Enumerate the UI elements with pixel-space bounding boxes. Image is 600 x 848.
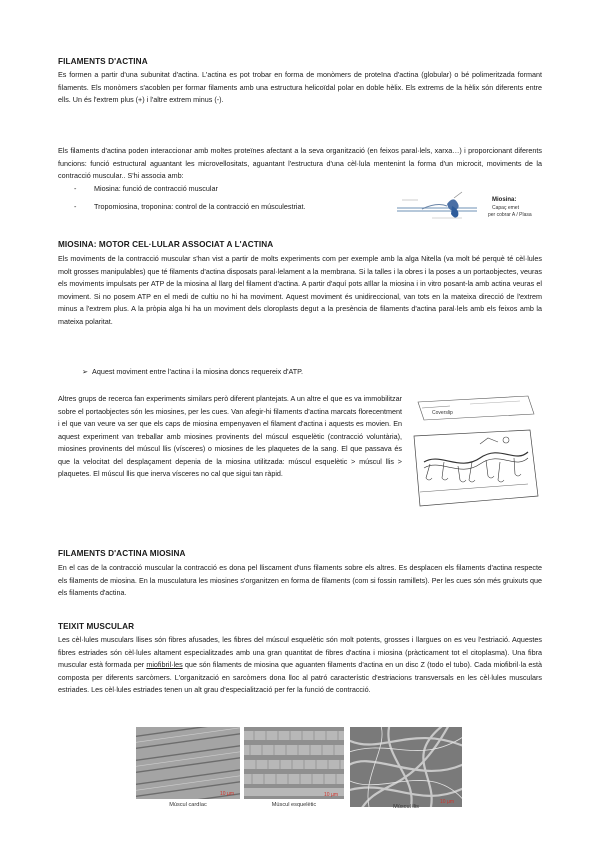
caption-skeletal: Múscul esquelètic bbox=[271, 802, 317, 808]
list-item-text: Tropomiosina, troponina: control de la contracció en músculestriat. bbox=[94, 202, 306, 211]
paragraph-miosina-velocitat: Altres grups de recerca fan experiments similars però diferent plantejats. A un altre el que es va immobilitzar sobre el portaobjectes són les miosines, per les cues. Van afegir-hi filaments d'actina marcats florecentment i el que van veure va ser que els caps de miosina empenyaven el filament d'actina i aquests es movien. En aquest experiment van treballar amb miosines provinents del múscul esquelètic (contracció voluntària), miosines provinents del múscul llis (vísceres) o miosines de les plaquetes de la sang. El que passava és que la velocitat del desplaçament depenia de la miosina utilitzada: múscul esquelètic > múscul llis > plaquetes. El múscul llis que inerva vísceres no cal que sigui tan ràpid. bbox=[58, 394, 402, 478]
micrograph-skeletal bbox=[244, 727, 344, 799]
caption-smooth: Múscul llis bbox=[393, 804, 419, 810]
list-item-text: Miosina: funció de contracció muscular bbox=[94, 184, 218, 193]
coverslip-experiment-figure bbox=[410, 392, 542, 520]
caption-cardiac: Múscul cardíac bbox=[169, 802, 207, 808]
miofibrilles-term: miofibril·les bbox=[146, 660, 183, 669]
micrograph-cardiac bbox=[136, 727, 240, 799]
arrow-point-text: Aquest moviment entre l'actina i la miosina doncs requereix d'ATP. bbox=[92, 367, 304, 376]
bullet-dash: - bbox=[74, 184, 77, 193]
scale-bar-label: 10 µm bbox=[324, 792, 338, 798]
list-item bbox=[74, 183, 218, 195]
diagram-label-line2: per cobrar A / Plasa bbox=[488, 212, 532, 218]
scale-bar-label: 10 µm bbox=[440, 799, 454, 805]
arrow-point bbox=[82, 366, 303, 378]
coverslip-label: Coverslip bbox=[432, 410, 453, 416]
list-item bbox=[74, 201, 305, 213]
section-title-actina-miosina: FILAMENTS D'ACTINA MIOSINA bbox=[58, 549, 186, 558]
scale-bar-label: 10 µm bbox=[220, 791, 234, 797]
section-title-miosina: MIOSINA: MOTOR CEL·LULAR ASSOCIAT A L'ACTINA bbox=[58, 240, 274, 249]
arrow-bullet-icon: ➢ bbox=[82, 367, 93, 376]
paragraph-actina-intro: Es formen a partir d'una subunitat d'actina. L'actina es pot trobar en forma de monòmers de proteïna d'actina (globular) o bé polimeritzada formant filaments. Els monòmers s'acoblen per formar filaments amb una estructura helicoïdal polar en doble hèlix. Els extrems de la hèlix són diferents entre ells. Un és l'extrem plus (+) i l'altre extrem minus (-). bbox=[58, 70, 542, 104]
diagram-label-line1: Capaç emet bbox=[492, 205, 519, 211]
diagram-label-title: Miosina: bbox=[492, 197, 517, 203]
micrograph-smooth bbox=[350, 727, 462, 807]
paragraph-miosina-experiments: Els moviments de la contracció muscular s'han vist a partir de molts experiments com per exemple amb la alga Nitella (va molt bé perquè té cèl·lules molt grosses manipulables) que té filaments d'actina disposats paral·lelament a la membrana. Si la talles i la obres i la poses a un portaobjectes, veuras els moviments impulsats per ATP de la miosina al llarg del filament d'actina. A partir d'aquí pots aïllar la miosina i in vitro posant-la amb actina veuras el moviment. Si no posem ATP en el medi de cultiu no hi ha moviment. Aquest moviment és unidireccional, van tots en la mateixa direcció de l'extrem minus a l'extrem plus. A la pròpia alga hi ha un moviment dels cloroplasts degut a la presència de filaments d'actina paral·lels amb els feixos amb la mateixa polaritat. bbox=[58, 254, 542, 326]
bullet-dash: - bbox=[74, 202, 77, 211]
paragraph-teixit-muscular: Les cèl·lules musculars llises són fibres afusades, les fibres del múscul esquelètic són molt potents, grosses i llargues on es veu l'estriació. Aquestes fibres estriades són cèl·lules altament especialitzades amb una gran quantitat de fibres d'actina i miosina (pràcticament tot el citoplasma). Una fibra muscular està formada per miofibril·les que són filaments de miosina que aguanten filaments d'actina en un disc Z (todo el tubo). Cada miofibril·la està composta per diferents sarcòmers. L'organització en sarcòmers dona lloc al patró característic d'estriacions transversals en les cèl·lules musculars estriades. Les cèl·lules estriades tenen un alt grau d'especialització per fer la funció de contracció. bbox=[58, 635, 542, 694]
myosin-actin-diagram bbox=[392, 188, 542, 226]
section-title-filaments-actina: FILAMENTS D'ACTINA bbox=[58, 57, 148, 66]
section-title-teixit-muscular: TEIXIT MUSCULAR bbox=[58, 622, 135, 631]
paragraph-contraccio: En el cas de la contracció muscular la contracció es dona pel lliscament d'uns filaments sobre els altres. Es desplacen els filaments d'actina respecte els filaments de miosina. En la musculatura les miosines s'organitzen en forma de filaments (com si fossin ramillets). Per les cues són més gruixuts que els filaments d'actina. bbox=[58, 563, 542, 597]
paragraph-actina-interaccions: Els filaments d'actina poden interaccionar amb moltes proteïnes afectant a la seva organització (en feixos paral·lels, xarxa…) i proporcionant diferents funcions: funció estructural aguantant les microvellositats, aguantant l'estructura d'una cèl·lula mentenint la forma d'un microcit, moviments de la contracció muscular.. S'hi associa amb: bbox=[58, 146, 542, 180]
